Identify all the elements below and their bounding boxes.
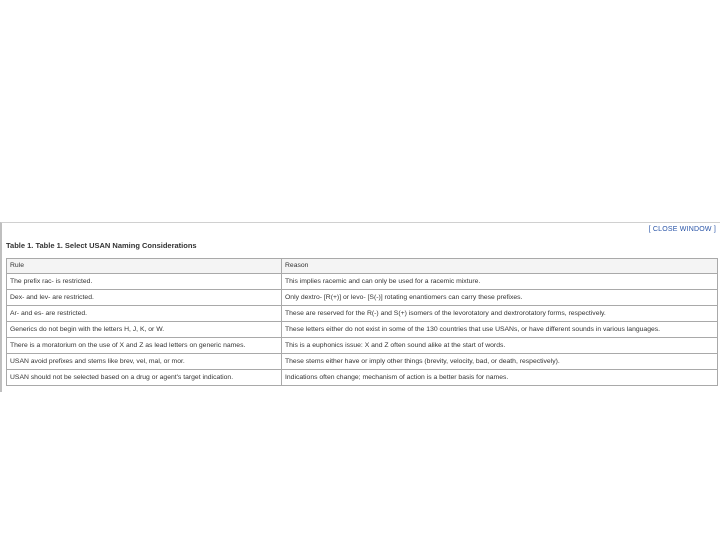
column-header-reason: Reason — [282, 259, 718, 274]
table-header-row — [7, 259, 718, 274]
table-row — [7, 274, 718, 290]
rule-cell: Generics do not begin with the letters H, J, K, or W. — [7, 322, 282, 338]
rule-cell: There is a moratorium on the use of X and Z as lead letters on generic names. — [7, 338, 282, 354]
usan-naming-table — [6, 258, 718, 386]
reason-cell: These stems either have or imply other things (brevity, velocity, bad, or death, respectively). — [282, 354, 718, 370]
rule-cell: USAN should not be selected based on a drug or agent's target indication. — [7, 370, 282, 386]
table-row — [7, 370, 718, 386]
table-row — [7, 306, 718, 322]
table-caption: Table 1. Table 1. Select USAN Naming Considerations — [6, 241, 197, 250]
column-header-rule: Rule — [7, 259, 282, 274]
table-row — [7, 354, 718, 370]
reason-cell: Only dextro- [R(+)] or levo- [S(-)] rotating enantiomers can carry these prefixes. — [282, 290, 718, 306]
table-row — [7, 322, 718, 338]
reason-cell: These letters either do not exist in some of the 130 countries that use USANs, or have different sounds in various languages. — [282, 322, 718, 338]
close-window-link[interactable]: [ CLOSE WINDOW ] — [648, 226, 716, 233]
reason-cell: This is a euphonics issue: X and Z often sound alike at the start of words. — [282, 338, 718, 354]
table-row — [7, 338, 718, 354]
table-panel — [0, 222, 720, 392]
table-row — [7, 290, 718, 306]
rule-cell: The prefix rac- is restricted. — [7, 274, 282, 290]
reason-cell: Indications often change; mechanism of action is a better basis for names. — [282, 370, 718, 386]
rule-cell: USAN avoid prefixes and stems like brev, vel, mal, or mor. — [7, 354, 282, 370]
rule-cell: Dex- and lev- are restricted. — [7, 290, 282, 306]
reason-cell: These are reserved for the R(-) and S(+) isomers of the levorotatory and dextrorotatory forms, respectively. — [282, 306, 718, 322]
rule-cell: Ar- and es- are restricted. — [7, 306, 282, 322]
reason-cell: This implies racemic and can only be used for a racemic mixture. — [282, 274, 718, 290]
